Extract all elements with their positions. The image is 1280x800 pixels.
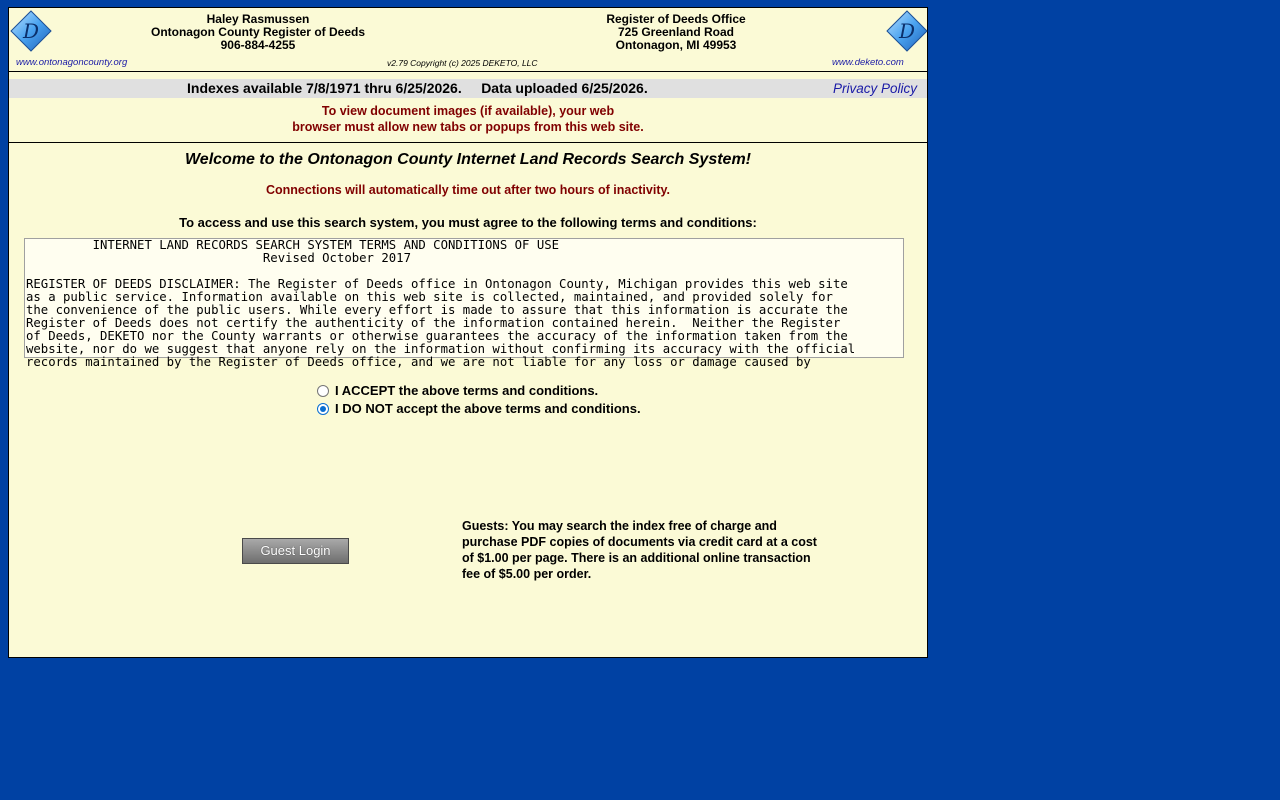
register-name: Haley Rasmussen [206,12,310,26]
main-panel [8,7,928,658]
svg-text:D: D [22,19,40,43]
popup-notice-line-1: To view document images (if available), your web [321,104,615,118]
index-date-range [187,80,648,96]
indexes-available-text: Indexes available 7/8/1971 thru 6/25/2026. [187,80,462,96]
office-city: Ontonagon, MI 49953 [615,38,737,52]
decline-radio-label: I DO NOT accept the above terms and conditions. [335,401,641,416]
accept-radio-label: I ACCEPT the above terms and conditions. [335,383,599,398]
office-address-block [576,13,776,52]
data-uploaded-text: Data uploaded 6/25/2026. [481,80,648,96]
timeout-notice: Connections will automatically time out after two hours of inactivity. [266,183,670,197]
decline-radio[interactable] [317,403,329,415]
section-divider [9,142,927,143]
deketo-logo-right-icon [886,10,928,52]
register-title: Ontonagon County Register of Deeds [150,25,365,39]
decline-terms-option[interactable] [317,401,641,416]
office-street: 725 Greenland Road [617,25,735,39]
office-name: Register of Deeds Office [606,12,746,26]
register-contact-block [129,13,387,52]
guest-login-button[interactable]: Guest Login [242,538,349,564]
deketo-logo-left-icon [10,10,52,52]
popup-notice [9,103,927,135]
popup-notice-line-2: browser must allow new tabs or popups from this web site. [292,120,644,134]
register-phone: 906-884-4255 [220,38,296,52]
privacy-policy-link[interactable]: Privacy Policy [833,81,918,96]
svg-text:D: D [898,19,916,43]
terms-intro: To access and use this search system, you must agree to the following terms and conditions: [179,215,757,230]
terms-textarea[interactable]: INTERNET LAND RECORDS SEARCH SYSTEM TERMS AND CONDITIONS OF USE Revised October 2017 REGISTER OF DEEDS DISCLAIMER: The Register of Deeds office in Ontonagon County, Michigan provides this web site as a public service. Information available on this web site is collected, maintained, and provided solely for the convenience of the public users. While every effort is made to assure that this information is accurate the Register of Deeds does not certify the authenticity of the information contained herein. Neither the Register of Deeds, DEKETO nor the County warrants or otherwise guarantees the accuracy of the information taken from the website, nor do we suggest that anyone rely on the information without confirming its accuracy with the official records maintained by the Register of Deeds office, and we are not liable for any loss or damage caused by [24,238,904,358]
county-website-link[interactable]: www.ontonagoncounty.org [16,57,128,68]
header-divider [9,71,927,72]
accept-terms-option[interactable] [317,383,598,398]
deketo-website-link[interactable]: www.deketo.com [832,57,904,68]
accept-radio[interactable] [317,385,329,397]
copyright-text: v2.79 Copyright (c) 2025 DEKETO, LLC [387,58,538,68]
guest-pricing-info: Guests: You may search the index free of charge and purchase PDF copies of documents via credit card at a cost of $1.00 per page. There is an additional online transaction fee of $5.00 per order. [462,519,817,581]
welcome-heading: Welcome to the Ontonagon County Internet Land Records Search System! [184,151,751,168]
